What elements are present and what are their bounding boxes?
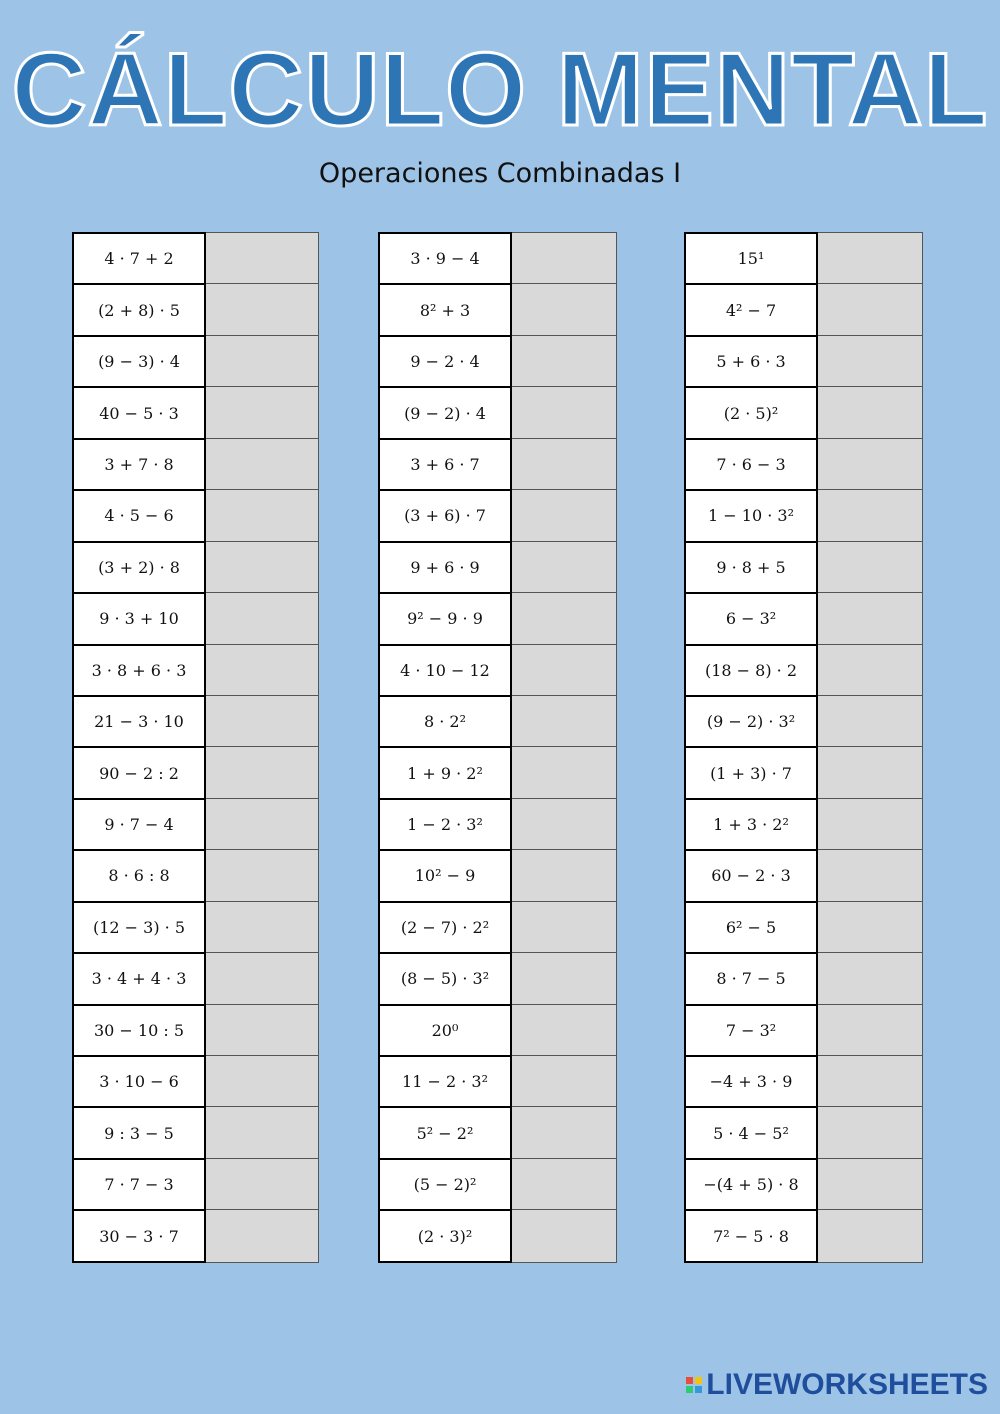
expression-cell: 9 · 3 + 10 bbox=[72, 592, 206, 643]
exercise-row bbox=[684, 644, 923, 695]
exercise-row bbox=[684, 541, 923, 592]
exercise-row bbox=[684, 695, 923, 746]
exercise-row bbox=[378, 1209, 617, 1260]
answer-input[interactable] bbox=[818, 283, 923, 335]
exercise-row bbox=[72, 1106, 319, 1157]
answer-input[interactable] bbox=[512, 1055, 617, 1107]
expression-cell: 8 · 6 : 8 bbox=[72, 849, 206, 900]
answer-input[interactable] bbox=[206, 489, 319, 541]
exercise-row bbox=[378, 849, 617, 900]
expression-cell: 1 − 10 · 3² bbox=[684, 489, 818, 540]
answer-input[interactable] bbox=[818, 335, 923, 387]
answer-input[interactable] bbox=[818, 695, 923, 747]
exercise-row bbox=[72, 849, 319, 900]
exercise-row bbox=[684, 849, 923, 900]
exercise-row bbox=[684, 335, 923, 386]
answer-input[interactable] bbox=[512, 1209, 617, 1262]
answer-input[interactable] bbox=[818, 952, 923, 1004]
answer-input[interactable] bbox=[818, 232, 923, 284]
answer-input[interactable] bbox=[512, 695, 617, 747]
exercise-row bbox=[684, 1004, 923, 1055]
expression-cell: 9² − 9 · 9 bbox=[378, 592, 512, 643]
exercise-row bbox=[378, 1106, 617, 1157]
page-title: CÁLCULO MENTAL bbox=[11, 32, 989, 148]
answer-input[interactable] bbox=[512, 1004, 617, 1056]
answer-input[interactable] bbox=[818, 438, 923, 490]
exercise-row bbox=[378, 489, 617, 540]
exercise-row bbox=[378, 438, 617, 489]
expression-cell: 3 + 6 · 7 bbox=[378, 438, 512, 489]
expression-cell: 5 · 4 − 5² bbox=[684, 1106, 818, 1157]
answer-input[interactable] bbox=[818, 644, 923, 696]
answer-input[interactable] bbox=[818, 1106, 923, 1158]
expression-cell: (2 + 8) · 5 bbox=[72, 283, 206, 334]
exercise-row bbox=[684, 592, 923, 643]
expression-cell: (18 − 8) · 2 bbox=[684, 644, 818, 695]
liveworksheets-logo-icon bbox=[686, 1377, 702, 1393]
exercise-row bbox=[684, 438, 923, 489]
exercise-row bbox=[684, 386, 923, 437]
exercise-row bbox=[72, 232, 319, 283]
exercise-row bbox=[378, 1055, 617, 1106]
answer-input[interactable] bbox=[206, 1158, 319, 1210]
answer-input[interactable] bbox=[206, 283, 319, 335]
expression-cell: (12 − 3) · 5 bbox=[72, 901, 206, 952]
answer-input[interactable] bbox=[206, 746, 319, 798]
expression-cell: 5² − 2² bbox=[378, 1106, 512, 1157]
answer-input[interactable] bbox=[818, 1209, 923, 1262]
expression-cell: 6 − 3² bbox=[684, 592, 818, 643]
expression-cell: 9 · 7 − 4 bbox=[72, 798, 206, 849]
expression-cell: 8² + 3 bbox=[378, 283, 512, 334]
expression-cell: 4 · 7 + 2 bbox=[72, 232, 206, 283]
answer-input[interactable] bbox=[206, 592, 319, 644]
exercise-row bbox=[378, 798, 617, 849]
exercise-row bbox=[684, 901, 923, 952]
answer-input[interactable] bbox=[206, 901, 319, 953]
exercise-column-3 bbox=[684, 232, 923, 1261]
expression-cell: 3 · 10 − 6 bbox=[72, 1055, 206, 1106]
exercise-row bbox=[72, 1209, 319, 1260]
answer-input[interactable] bbox=[206, 644, 319, 696]
exercise-row bbox=[72, 489, 319, 540]
expression-cell: 9 · 8 + 5 bbox=[684, 541, 818, 592]
exercise-row bbox=[72, 1055, 319, 1106]
brand-logo bbox=[686, 1368, 988, 1402]
answer-input[interactable] bbox=[512, 592, 617, 644]
answer-input[interactable] bbox=[512, 798, 617, 850]
exercise-row bbox=[72, 386, 319, 437]
exercise-row bbox=[378, 592, 617, 643]
exercise-row bbox=[684, 746, 923, 797]
exercise-row bbox=[684, 952, 923, 1003]
exercise-row bbox=[378, 386, 617, 437]
expression-cell: 8 · 2² bbox=[378, 695, 512, 746]
answer-input[interactable] bbox=[206, 952, 319, 1004]
answer-input[interactable] bbox=[512, 335, 617, 387]
answer-input[interactable] bbox=[818, 386, 923, 438]
expression-cell: 60 − 2 · 3 bbox=[684, 849, 818, 900]
expression-cell: 3 · 9 − 4 bbox=[378, 232, 512, 283]
expression-cell: 40 − 5 · 3 bbox=[72, 386, 206, 437]
expression-cell: 1 + 9 · 2² bbox=[378, 746, 512, 797]
exercise-row bbox=[378, 232, 617, 283]
answer-input[interactable] bbox=[206, 386, 319, 438]
exercise-row bbox=[72, 541, 319, 592]
exercise-row bbox=[684, 798, 923, 849]
answer-input[interactable] bbox=[512, 541, 617, 593]
expression-cell: 1 − 2 · 3² bbox=[378, 798, 512, 849]
answer-input[interactable] bbox=[206, 438, 319, 490]
expression-cell: (9 − 2) · 3² bbox=[684, 695, 818, 746]
exercise-column-1 bbox=[72, 232, 319, 1261]
answer-input[interactable] bbox=[512, 901, 617, 953]
answer-input[interactable] bbox=[818, 592, 923, 644]
exercise-row bbox=[684, 1055, 923, 1106]
expression-cell: 4 · 10 − 12 bbox=[378, 644, 512, 695]
expression-cell: 7² − 5 · 8 bbox=[684, 1209, 818, 1262]
answer-input[interactable] bbox=[818, 798, 923, 850]
expression-cell: (5 − 2)² bbox=[378, 1158, 512, 1209]
expression-cell: 7 · 7 − 3 bbox=[72, 1158, 206, 1209]
exercise-row bbox=[72, 952, 319, 1003]
exercise-row bbox=[72, 592, 319, 643]
expression-cell: 4 · 5 − 6 bbox=[72, 489, 206, 540]
answer-input[interactable] bbox=[206, 1004, 319, 1056]
exercise-row bbox=[72, 901, 319, 952]
answer-input[interactable] bbox=[206, 695, 319, 747]
expression-cell: 9 − 2 · 4 bbox=[378, 335, 512, 386]
exercise-row bbox=[72, 438, 319, 489]
answer-input[interactable] bbox=[512, 952, 617, 1004]
answer-input[interactable] bbox=[512, 746, 617, 798]
expression-cell: 1 + 3 · 2² bbox=[684, 798, 818, 849]
answer-input[interactable] bbox=[818, 901, 923, 953]
answer-input[interactable] bbox=[818, 849, 923, 901]
answer-input[interactable] bbox=[206, 1106, 319, 1158]
expression-cell: 15¹ bbox=[684, 232, 818, 283]
expression-cell: (9 − 3) · 4 bbox=[72, 335, 206, 386]
exercise-row bbox=[684, 1209, 923, 1260]
expression-cell: 30 − 3 · 7 bbox=[72, 1209, 206, 1262]
expression-cell: 9 + 6 · 9 bbox=[378, 541, 512, 592]
expression-cell: 11 − 2 · 3² bbox=[378, 1055, 512, 1106]
exercise-row bbox=[72, 335, 319, 386]
exercise-row bbox=[378, 1158, 617, 1209]
exercise-row bbox=[72, 798, 319, 849]
exercise-row bbox=[378, 901, 617, 952]
expression-cell: (9 − 2) · 4 bbox=[378, 386, 512, 437]
exercise-row bbox=[72, 283, 319, 334]
expression-cell: 90 − 2 : 2 bbox=[72, 746, 206, 797]
expression-cell: 10² − 9 bbox=[378, 849, 512, 900]
answer-input[interactable] bbox=[818, 541, 923, 593]
expression-cell: −4 + 3 · 9 bbox=[684, 1055, 818, 1106]
exercise-row bbox=[72, 695, 319, 746]
answer-input[interactable] bbox=[512, 438, 617, 490]
answer-input[interactable] bbox=[206, 335, 319, 387]
expression-cell: 3 · 8 + 6 · 3 bbox=[72, 644, 206, 695]
expression-cell: (2 · 3)² bbox=[378, 1209, 512, 1262]
exercise-row bbox=[72, 644, 319, 695]
exercise-row bbox=[684, 489, 923, 540]
expression-cell: (3 + 6) · 7 bbox=[378, 489, 512, 540]
exercise-row bbox=[378, 283, 617, 334]
exercise-row bbox=[684, 283, 923, 334]
exercise-row bbox=[72, 1158, 319, 1209]
answer-input[interactable] bbox=[512, 283, 617, 335]
expression-cell: (2 · 5)² bbox=[684, 386, 818, 437]
expression-cell: 20⁰ bbox=[378, 1004, 512, 1055]
answer-input[interactable] bbox=[206, 232, 319, 284]
answer-input[interactable] bbox=[818, 1158, 923, 1210]
exercise-row bbox=[378, 335, 617, 386]
expression-cell: 6² − 5 bbox=[684, 901, 818, 952]
answer-input[interactable] bbox=[512, 1158, 617, 1210]
exercise-row bbox=[684, 1158, 923, 1209]
expression-cell: 7 · 6 − 3 bbox=[684, 438, 818, 489]
exercise-row bbox=[72, 746, 319, 797]
exercise-row bbox=[684, 1106, 923, 1157]
expression-cell: (2 − 7) · 2² bbox=[378, 901, 512, 952]
answer-input[interactable] bbox=[818, 489, 923, 541]
expression-cell: 7 − 3² bbox=[684, 1004, 818, 1055]
answer-input[interactable] bbox=[512, 489, 617, 541]
exercise-row bbox=[378, 541, 617, 592]
answer-input[interactable] bbox=[512, 1106, 617, 1158]
expression-cell: 21 − 3 · 10 bbox=[72, 695, 206, 746]
expression-cell: (8 − 5) · 3² bbox=[378, 952, 512, 1003]
exercise-row bbox=[684, 232, 923, 283]
exercise-column-2 bbox=[378, 232, 617, 1261]
answer-input[interactable] bbox=[512, 232, 617, 284]
expression-cell: 9 : 3 − 5 bbox=[72, 1106, 206, 1157]
expression-cell: −(4 + 5) · 8 bbox=[684, 1158, 818, 1209]
brand-name: LIVEWORKSHEETS bbox=[706, 1368, 988, 1401]
expression-cell: (3 + 2) · 8 bbox=[72, 541, 206, 592]
expression-cell: 5 + 6 · 3 bbox=[684, 335, 818, 386]
expression-cell: 4² − 7 bbox=[684, 283, 818, 334]
answer-input[interactable] bbox=[206, 1055, 319, 1107]
answer-input[interactable] bbox=[206, 541, 319, 593]
answer-input[interactable] bbox=[512, 386, 617, 438]
exercise-row bbox=[72, 1004, 319, 1055]
expression-cell: 30 − 10 : 5 bbox=[72, 1004, 206, 1055]
exercise-row bbox=[378, 1004, 617, 1055]
answer-input[interactable] bbox=[206, 798, 319, 850]
answer-input[interactable] bbox=[818, 746, 923, 798]
exercise-row bbox=[378, 695, 617, 746]
exercise-row bbox=[378, 644, 617, 695]
answer-input[interactable] bbox=[818, 1055, 923, 1107]
expression-cell: 8 · 7 − 5 bbox=[684, 952, 818, 1003]
answer-input[interactable] bbox=[206, 1209, 319, 1262]
exercise-row bbox=[378, 746, 617, 797]
answer-input[interactable] bbox=[512, 849, 617, 901]
answer-input[interactable] bbox=[818, 1004, 923, 1056]
answer-input[interactable] bbox=[512, 644, 617, 696]
answer-input[interactable] bbox=[206, 849, 319, 901]
expression-cell: 3 + 7 · 8 bbox=[72, 438, 206, 489]
expression-cell: 3 · 4 + 4 · 3 bbox=[72, 952, 206, 1003]
page-subtitle: Operaciones Combinadas I bbox=[318, 158, 682, 189]
expression-cell: (1 + 3) · 7 bbox=[684, 746, 818, 797]
exercise-row bbox=[378, 952, 617, 1003]
